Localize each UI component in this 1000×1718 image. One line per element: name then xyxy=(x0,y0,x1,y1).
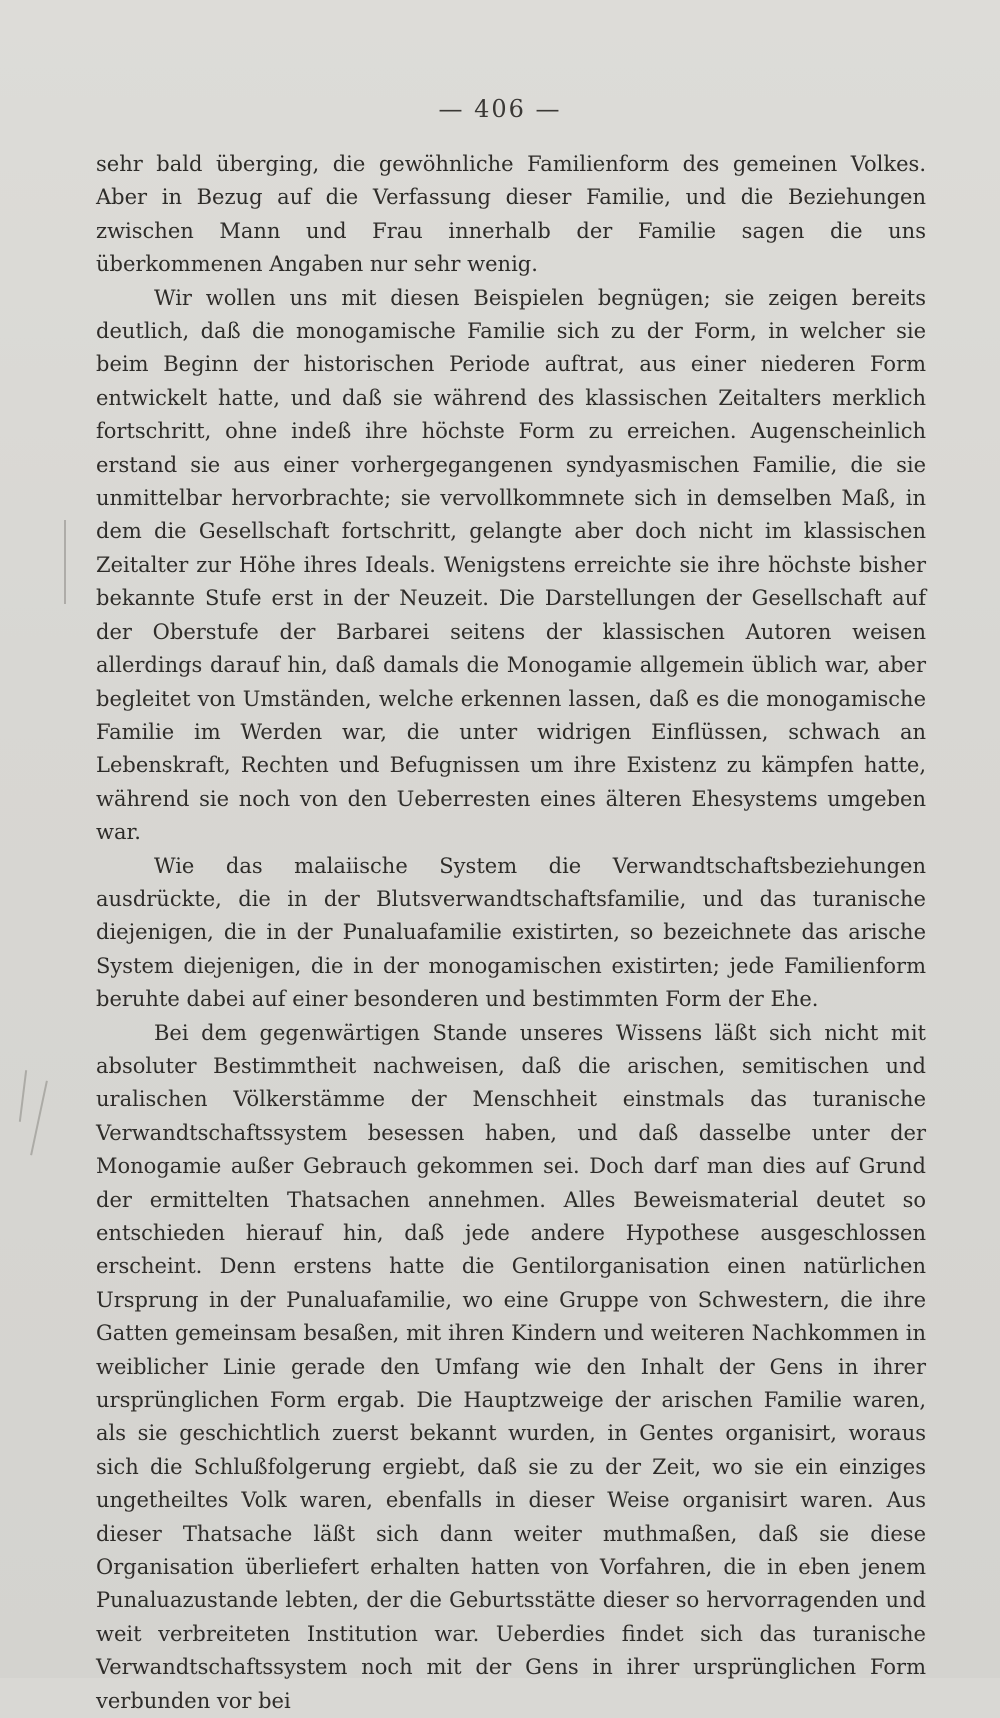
paragraph: Wie das malaiische System die Verwandtschaftsbeziehungen ausdrückte, die in der Blutsverwandtschaftsfamilie, und das turanische diejenigen, die in der Punaluafamilie existirten, so bezeichnete das arische System diejenigen, die in der monogamischen existirten; jede Familienform beruhte dabei auf einer besonderen und bestimmten Form der Ehe. xyxy=(96,853,926,1012)
body-text xyxy=(96,148,926,1718)
paragraph-continuation: sehr bald überging, die gewöhnliche Familienform des gemeinen Volkes. Aber in Bezug auf die Verfassung dieser Familie, und die Beziehungen zwischen Mann und Frau innerhalb der Familie sagen die uns überkommenen Angaben nur sehr wenig. xyxy=(96,152,926,277)
paragraph: Bei dem gegenwärtigen Stande unseres Wissens läßt sich nicht mit absoluter Bestimmtheit nachweisen, daß die arischen, semitischen und uralischen Völkerstämme der Menschheit einstmals das turanische Verwandtschaftssystem besessen haben, und daß dasselbe unter der Monogamie außer Gebrauch gekommen sei. Doch darf man dies auf Grund der ermittelten Thatsachen annehmen. Alles Beweismaterial deutet so entschieden hierauf hin, daß jede andere Hypothese ausgeschlossen erscheint. Denn erstens hatte die Gentilorganisation einen natürlichen Ursprung in der Punaluafamilie, wo eine Gruppe von Schwestern, die ihre Gatten gemeinsam besaßen, mit ihren Kindern und weiteren Nachkommen in weiblicher Linie gerade den Umfang wie den Inhalt der Gens in ihrer ursprünglichen Form ergab. Die Hauptzweige der arischen Familie waren, als sie geschichtlich zuerst bekannt wurden, in Gentes organisirt, woraus sich die Schlußfolgerung ergiebt, daß sie zu der Zeit, wo sie ein einziges ungetheiltes Volk waren, ebenfalls in dieser Weise organisirt waren. Aus dieser Thatsache läßt sich dann weiter muthmaßen, daß sie diese Organisation überliefert erhalten hatten von Vorfahren, die in eben jenem Punaluazustande lebten, der die Geburtsstätte dieser so hervorragenden und weit verbreiteten Institution war. Ueberdies findet sich das turanische Verwandtschaftssystem noch mit der Gens in ihrer ursprünglichen Form verbunden vor bei xyxy=(96,1020,926,1713)
margin-pencil-mark xyxy=(64,520,66,604)
paragraph: Wir wollen uns mit diesen Beispielen begnügen; sie zeigen bereits deutlich, daß die monogamische Familie sich zu der Form, in welcher sie beim Beginn der historischen Periode auftrat, aus einer niederen Form entwickelt hatte, und daß sie während des klassischen Zeitalters merklich fortschritt, ohne indeß ihre höchste Form zu erreichen. Augenscheinlich erstand sie aus einer vorhergegangenen syndyasmischen Familie, die sie unmittelbar hervorbrachte; sie vervollkommnete sich in demselben Maß, in dem die Gesellschaft fortschritt, gelangte aber doch nicht im klassischen Zeitalter zur Höhe ihres Ideals. Wenigstens erreichte sie ihre höchste bisher bekannte Stufe erst in der Neuzeit. Die Darstellungen der Gesellschaft auf der Oberstufe der Barbarei seitens der klassischen Autoren weisen allerdings darauf hin, daß damals die Monogamie allgemein üblich war, aber begleitet von Umständen, welche erkennen lassen, daß es die monogamische Familie im Werden war, die unter widrigen Einflüssen, schwach an Lebenskraft, Rechten und Befugnissen um ihre Existenz zu kämpfen hatte, während sie noch von den Ueberresten eines älteren Ehesystems umgeben war. xyxy=(96,285,926,845)
margin-pencil-mark xyxy=(19,1070,27,1122)
margin-pencil-mark xyxy=(30,1081,48,1156)
page-number: — 406 — xyxy=(438,95,562,123)
